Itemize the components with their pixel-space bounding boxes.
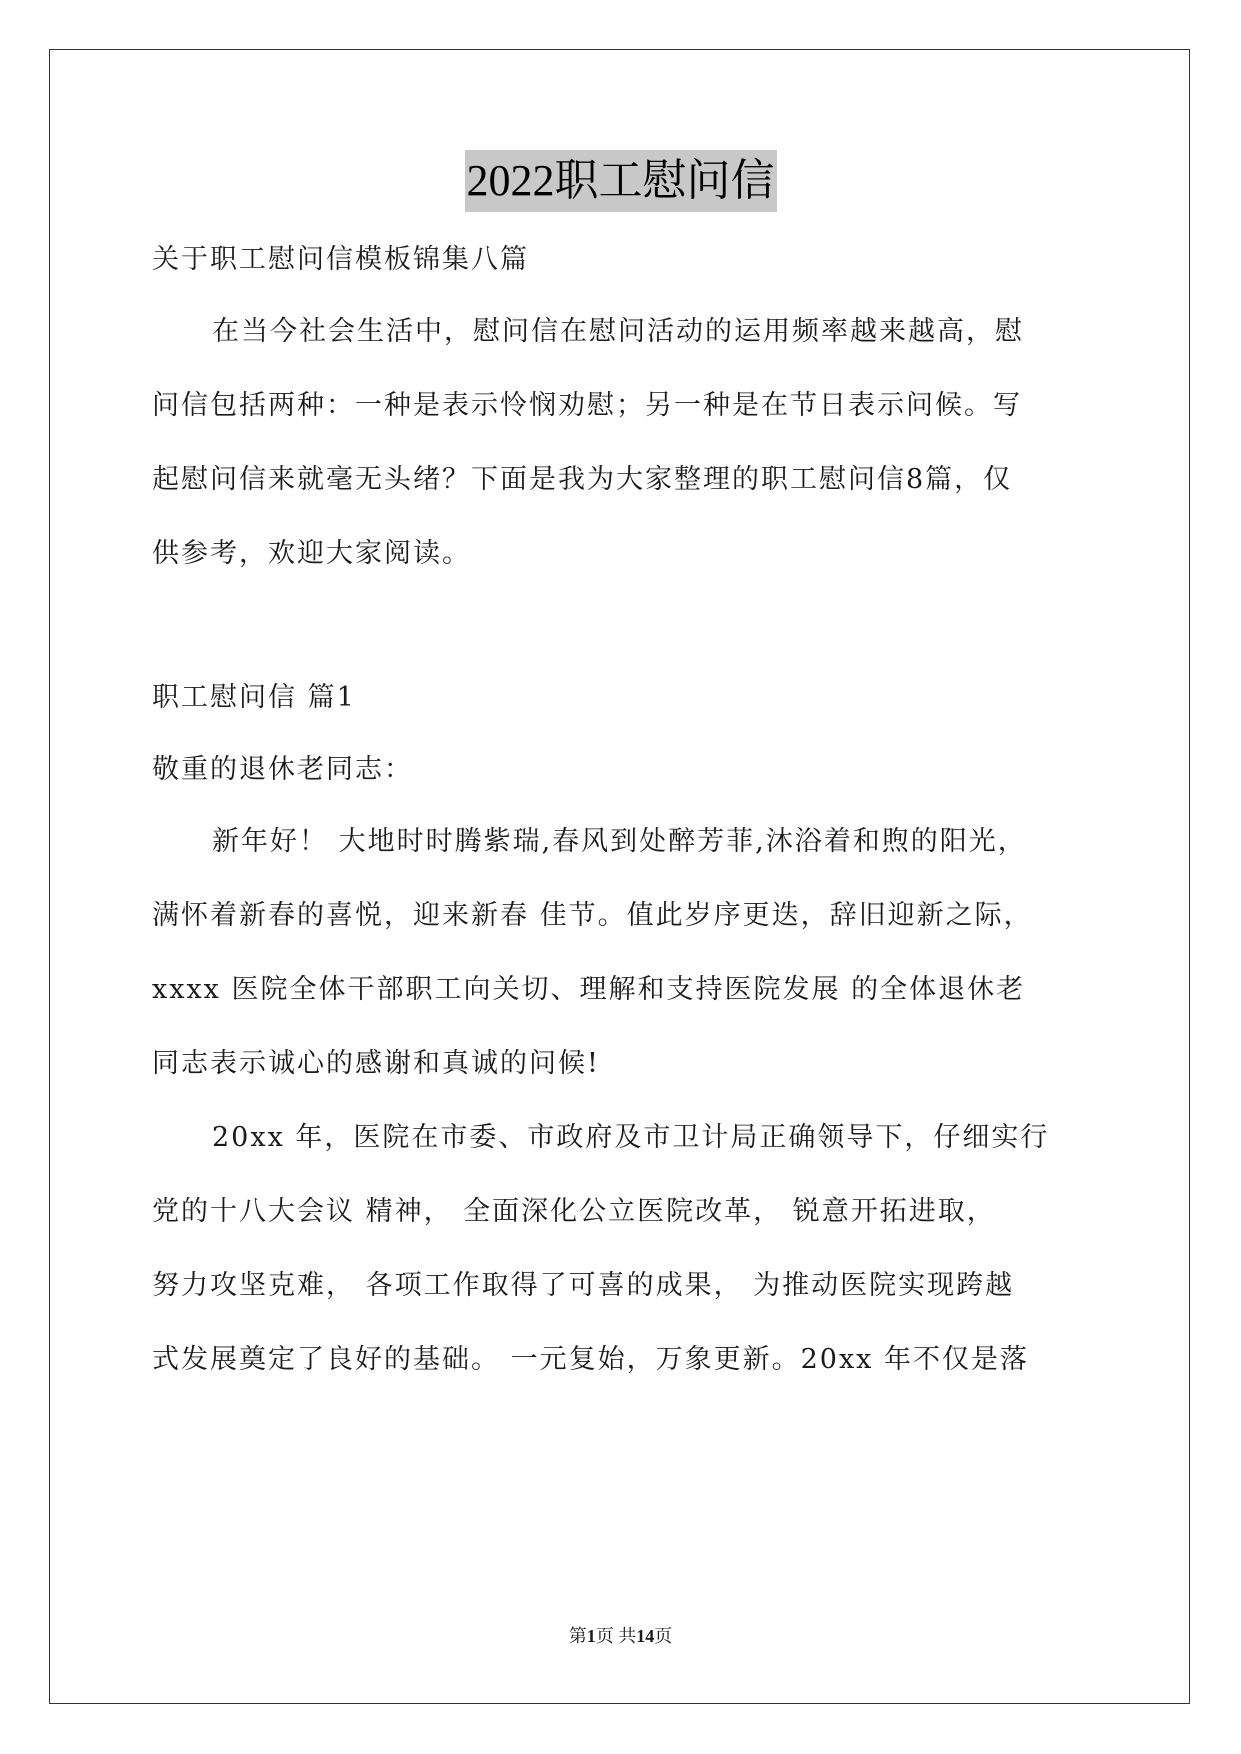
- paragraph-line: 党的十八大会议 精神， 全面深化公立医院改革， 锐意开拓进取，: [152, 1196, 996, 1227]
- current-page-number: 1: [586, 1626, 596, 1646]
- page-border: [49, 49, 1190, 1704]
- footer-prefix: 第: [568, 1626, 587, 1646]
- paragraph-line: 问信包括两种：一种是表示怜悯劝慰；另一种是在节日表示问候。写: [152, 390, 1022, 421]
- paragraph-line: 满怀着新春的喜悦，迎来新春 佳节。值此岁序更迭，辞旧迎新之际，: [152, 900, 1033, 931]
- section-heading: 职工慰问信 篇1: [152, 682, 356, 713]
- footer-suffix: 页: [654, 1626, 673, 1646]
- paragraph-line: 起慰问信来就毫无头绪？下面是我为大家整理的职工慰问信8篇，仅: [152, 464, 1013, 495]
- salutation-line: 敬重的退休老同志：: [152, 754, 413, 785]
- paragraph-line: 供参考，欢迎大家阅读。: [152, 538, 471, 569]
- total-page-number: 14: [636, 1626, 655, 1646]
- document-title: 2022职工慰问信: [465, 150, 777, 212]
- paragraph-line: 同志表示诚心的感谢和真诚的问候!: [152, 1048, 600, 1079]
- footer-mid: 页 共: [595, 1626, 637, 1646]
- paragraph-line: 20xx 年，医院在市委、市政府及市卫计局正确领导下，仔细实行: [212, 1122, 1050, 1153]
- paragraph-line: xxxx 医院全体干部职工向关切、理解和支持医院发展 的全体退休老: [152, 974, 1026, 1005]
- paragraph-line: 努力攻坚克难， 各项工作取得了可喜的成果， 为推动医院实现跨越: [152, 1270, 1015, 1301]
- subtitle-line: 关于职工慰问信模板锦集八篇: [152, 244, 529, 275]
- paragraph-line: 在当今社会生活中，慰问信在慰问活动的运用频率越来越高，慰: [212, 316, 1024, 347]
- title-wrap: [0, 150, 1241, 212]
- paragraph-line: 新年好！ 大地时时腾紫瑞,春风到处醉芳菲,沐浴着和煦的阳光，: [212, 826, 1027, 857]
- page-footer: [0, 1622, 1241, 1648]
- paragraph-line: 式发展奠定了良好的基础。 一元复始，万象更新。20xx 年不仅是落: [152, 1344, 1029, 1375]
